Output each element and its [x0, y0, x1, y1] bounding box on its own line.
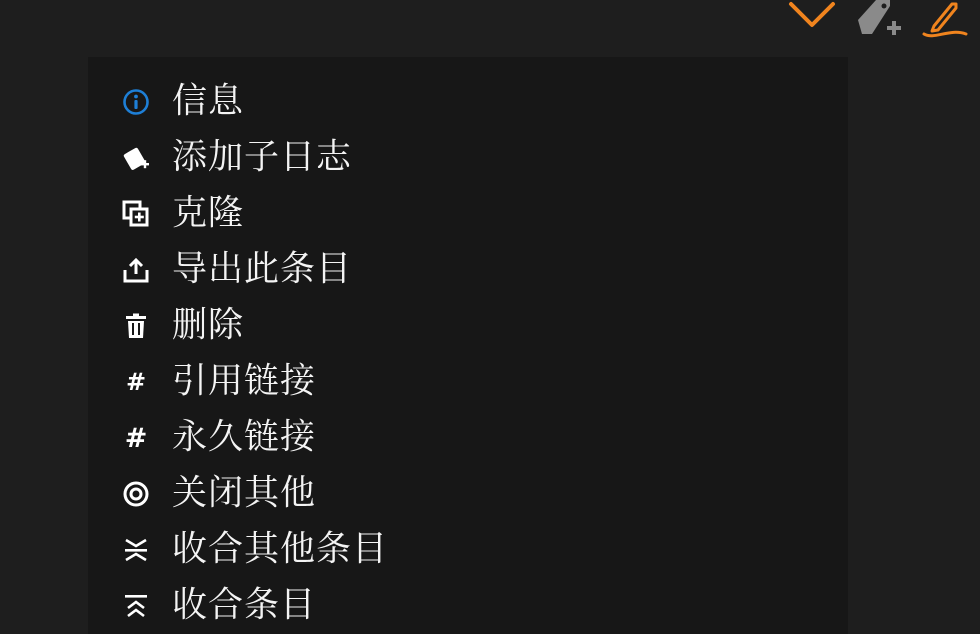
- collapse-others-icon: [122, 536, 150, 564]
- pen-icon[interactable]: [920, 0, 970, 40]
- menu-item-close-others[interactable]: [88, 466, 848, 522]
- permalink-icon: #: [124, 422, 148, 454]
- menu-item-label: 收合其他条目: [172, 529, 389, 570]
- collapse-item-icon: [122, 592, 150, 620]
- menu-item-export[interactable]: [88, 242, 848, 298]
- menu-item-label: 永久链接: [172, 417, 317, 458]
- chevron-down-icon[interactable]: [788, 0, 838, 32]
- menu-item-label: 信息: [172, 81, 245, 122]
- menu-item-label: 关闭其他: [172, 473, 317, 514]
- menu-item-label: 克隆: [172, 193, 245, 234]
- menu-item-label: 引用链接: [172, 361, 317, 402]
- top-toolbar: [0, 0, 980, 44]
- menu-item-reference-link[interactable]: [88, 354, 848, 410]
- tag-add-icon[interactable]: [854, 0, 906, 40]
- clone-icon: [122, 200, 150, 228]
- trash-icon: [122, 312, 150, 340]
- export-icon: [122, 256, 150, 284]
- context-menu: [88, 57, 848, 634]
- menu-item-add-sublog[interactable]: [88, 130, 848, 186]
- menu-item-delete[interactable]: [88, 298, 848, 354]
- menu-item-label: 添加子日志: [172, 137, 353, 178]
- info-icon: [122, 88, 150, 116]
- menu-item-collapse-item[interactable]: [88, 578, 848, 634]
- hash-icon: #: [125, 368, 147, 396]
- close-others-icon: [122, 480, 150, 508]
- menu-item-collapse-others[interactable]: [88, 522, 848, 578]
- menu-item-clone[interactable]: [88, 186, 848, 242]
- menu-item-label: 收合条目: [172, 585, 317, 626]
- menu-item-permalink[interactable]: [88, 410, 848, 466]
- add-sublog-icon: [122, 144, 150, 172]
- menu-item-info[interactable]: [88, 74, 848, 130]
- menu-item-label: 导出此条目: [172, 249, 353, 290]
- menu-item-label: 删除: [172, 305, 245, 346]
